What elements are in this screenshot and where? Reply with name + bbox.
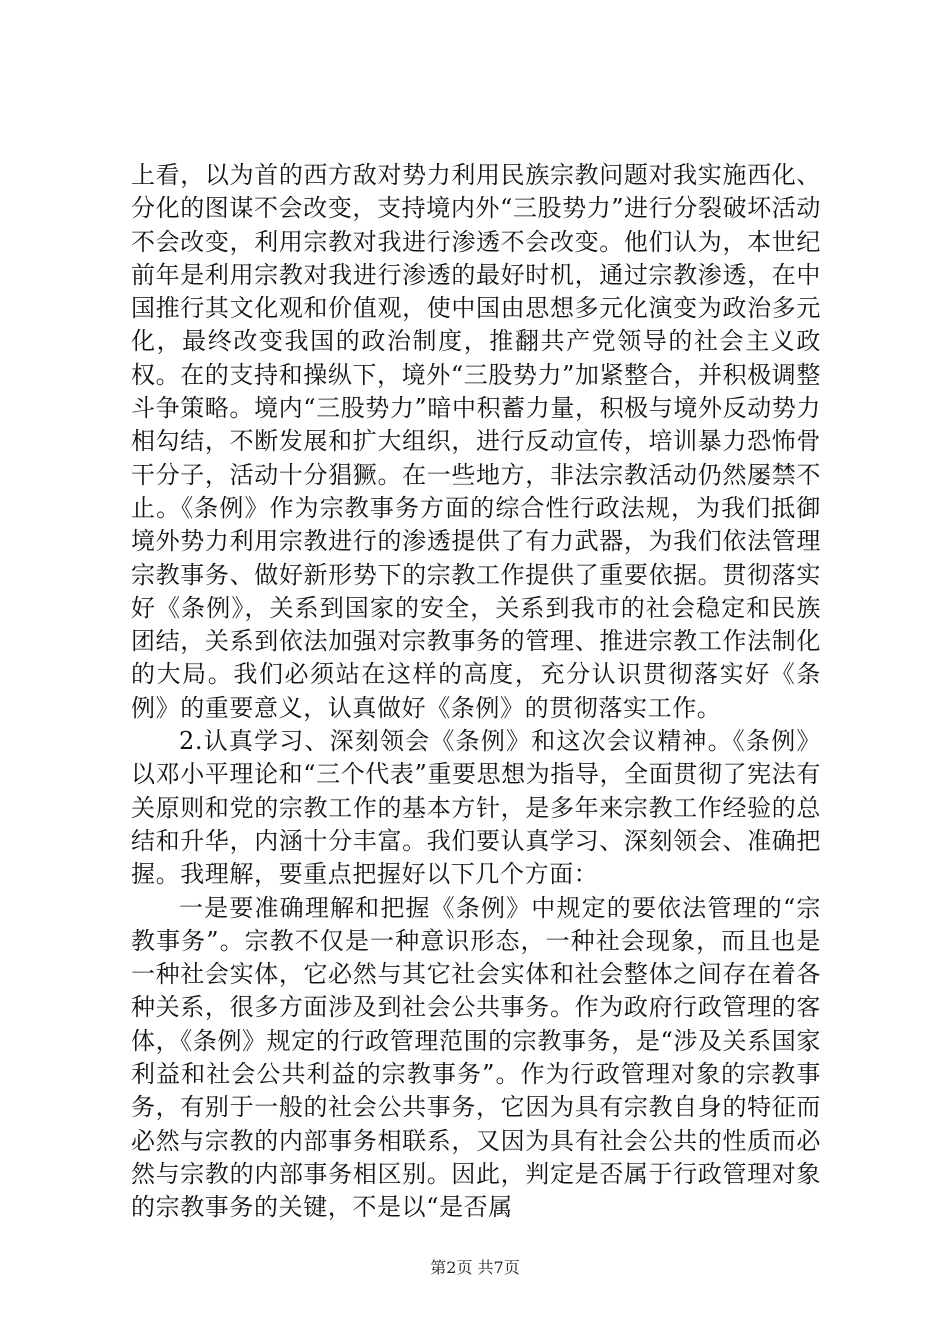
- paragraph-3: 一是要准确理解和把握《条例》中规定的要依法管理的“宗教事务”。宗教不仅是一种意识形态，一种社会现象，而且也是一种社会实体，它必然与其它社会实体和社会整体之间存在着各种关系，很多方面涉及到社会公共事务。作为政府行政管理的客体，《条例》规定的行政管理范围的宗教事务，是“涉及关系国家利益和社会公共利益的宗教事务”。作为行政管理对象的宗教事务，有别于一般的社会公共事务，它因为具有宗教自身的特征而必然与宗教的内部事务相联系，又因为具有社会公共的性质而必然与宗教的内部事务相区别。因此，判定是否属于行政管理对象的宗教事务的关键，不是以“是否属: [131, 893, 821, 1222]
- document-body: [131, 159, 821, 1225]
- paragraph-2: 2.认真学习、深刻领会《条例》和这次会议精神。《条例》以邓小平理论和“三个代表”重要思想为指导，全面贯彻了宪法有关原则和党的宗教工作的基本方针，是多年来宗教工作经验的总结和升华，内涵十分丰富。我们要认真学习、深刻领会、准确把握。我理解，要重点把握好以下几个方面：: [131, 727, 821, 889]
- paragraph-1: 上看，以为首的西方敌对势力利用民族宗教问题对我实施西化、分化的图谋不会改变，支持境内外“三股势力”进行分裂破坏活动不会改变，利用宗教对我进行渗透不会改变。他们认为，本世纪前年是利用宗教对我进行渗透的最好时机，通过宗教渗透，在中国推行其文化观和价值观，使中国由思想多元化演变为政治多元化，最终改变我国的政治制度，推翻共产党领导的社会主义政权。在的支持和操纵下，境外“三股势力”加紧整合，并积极调整斗争策略。境内“三股势力”暗中积蓄力量，积极与境外反动势力相勾结，不断发展和扩大组织，进行反动宣传，培训暴力恐怖骨干分子，活动十分猖獗。在一些地方，非法宗教活动仍然屡禁不止。《条例》作为宗教事务方面的综合性行政法规，为我们抵御境外势力利用宗教进行的渗透提供了有力武器，为我们依法管理宗教事务、做好新形势下的宗教工作提供了重要依据。贯彻落实好《条例》，关系到国家的安全，关系到我市的社会稳定和民族团结，关系到依法加强对宗教事务的管理、推进宗教工作法制化的大局。我们必须站在这样的高度，充分认识贯彻落实好《条例》的重要意义，认真做好《条例》的贯彻落实工作。: [131, 161, 821, 722]
- page-number-footer: 第2页 共7页: [430, 1258, 520, 1277]
